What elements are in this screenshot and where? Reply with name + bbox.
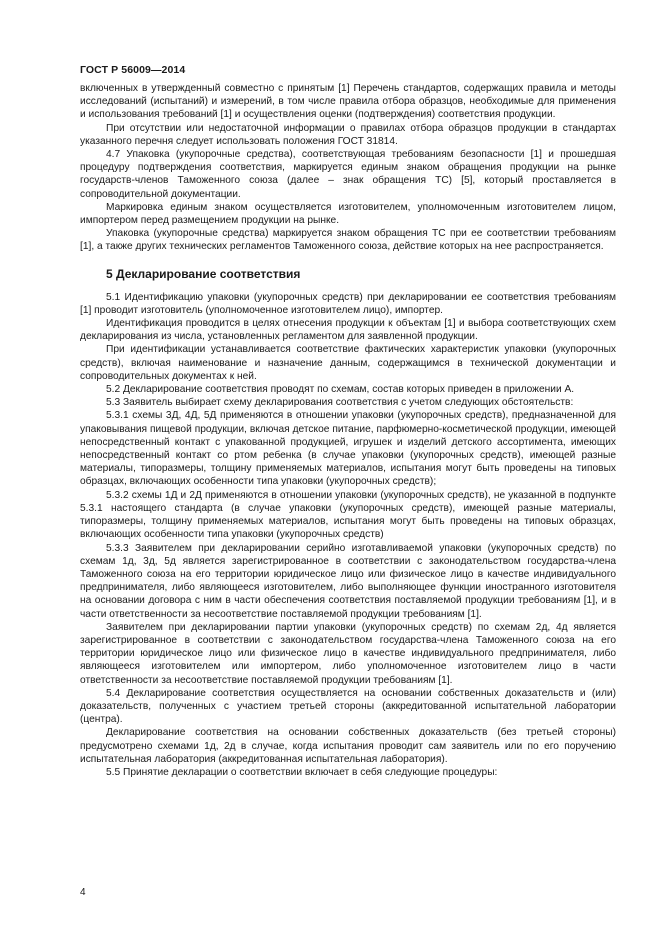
paragraph: Идентификация проводится в целях отнесения продукции к объектам [1] и выбора соответствующих схем декларирования из числа, установленных регламентом для заявленной продукции. [80,318,616,343]
paragraph: При идентификации устанавливается соответствие фактических характеристик упаковки (укупорочных средств), включая наименование и назначение данным, содержащимся в технической документации и сопроводительных документах к ней. [80,344,616,382]
paragraph: 5.5 Принятие декларации о соответствии включает в себя следующие процедуры: [106,766,498,778]
paragraph: 5.1 Идентификацию упаковки (укупорочных средств) при декларировании ее соответствия требованиям [1] проводит изготовитель (уполномоченное изготовителем лицо), импортер. [80,291,616,316]
document-body [80,82,616,779]
paragraph: 5.3.3 Заявителем при декларировании серийно изготавливаемой упаковки (укупорочных средств) по схемам 1д, 3д, 5д является зарегистрированное в соответствии с законодательством государства-члена Таможенного союза на его территории юридическое лицо или физическое лицо в качестве индивидуального предпринимателя, либо являющееся изготовителем, либо выполняющее функции иностранного изготовителя на основании договора с ним в части обеспечения соответствия поставляемой продукции требованиям [1], и в части ответственности за несоответствие поставляемой продукции требованиям [1]. [80,542,616,620]
paragraph: Заявителем при декларировании партии упаковки (укупорочных средств) по схемам 2д, 4д является зарегистрированное в соответствии с законодательством государства-члена Таможенного союза на его территории юридическое лицо или физическое лицо в качестве индивидуального предпринимателя, либо являющееся изготовителем или импортером, либо уполномоченное изготовителем лицо в части ответственности за несоответствие поставляемой продукции требованиям [1]. [80,621,616,686]
paragraph: 5.2 Декларирование соответствия проводят по схемам, состав которых приведен в приложении А. [106,384,575,396]
paragraph: 5.4 Декларирование соответствия осуществляется на основании собственных доказательств и (или) доказательств, полученных с участием третьей стороны (аккредитованной испытательной лаборатории (центра). [80,687,616,726]
paragraph: Декларирование соответствия на основании собственных доказательств (без третьей стороны) предусмотрено схемами 1д, 2д в случае, когда испытания проводит сам заявитель или по его поручению испытательная лаборатория (аккредитованная испытательная лаборатория). [80,727,616,765]
page-number: 4 [80,887,86,898]
paragraph: Маркировка единым знаком осуществляется изготовителем, уполномоченным изготовителем лицом, импортером перед размещением продукции на рынке. [80,201,616,227]
paragraph: 5.3 Заявитель выбирает схему декларирования соответствия с учетом следующих обстоятельств: [106,397,574,409]
document-header: ГОСТ Р 56009—2014 [80,64,186,76]
paragraph: 4.7 Упаковка (укупорочные средства), соответствующая требованиям безопасности [1] и прошедшая процедуру подтверждения соответствия, маркируется единым знаком обращения продукции на рынке государств-членов Таможенного союза (далее – знак обращения ТС) [5], который проставляется в сопроводительной документации. [80,149,616,200]
paragraph: 5.3.2 схемы 1Д и 2Д применяются в отношении упаковки (укупорочных средств), не указанной в подпункте 5.3.1 настоящего стандарта (в случае упаковки (укупорочных средств), имеющей разные материалы, типоразмеры, толщину применяемых материалов, испытания могут быть проведены на типовых образцах, включающих особенности типа упаковки (укупорочных средств) [80,489,616,541]
paragraph: 5.3.1 схемы 3Д, 4Д, 5Д применяются в отношении упаковки (укупорочных средств), предназначенной для упаковывания пищевой продукции, включая детское питание, парфюмерно-косметической продукции, имеющей непосредственный контакт с упакованной продукцией, игрушек и изделий детского ассортимента, имеющих непосредственный контакт со ртом ребенка (в случае упаковки (укупорочных средств), имеющей разные материалы, типоразмеры, толщину применяемых материалов, испытания могут быть проведены на типовых образцах, включающих особенности типа упаковки (укупорочных средств); [80,410,616,488]
paragraph: При отсутствии или недостаточной информации о правилах отбора образцов продукции в стандартах указанного перечня следует использовать положения ГОСТ 31814. [80,122,616,147]
paragraph: включенных в утвержденный совместно с принятым [1] Перечень стандартов, содержащих правила и методы исследований (испытаний) и измерений, в том числе правила отбора образцов, необходимые для применения и использования требований [1] и осуществления оценки (подтверждения) соответствия продукции. [80,83,616,121]
section-heading: 5 Декларирование соответствия [106,266,301,281]
paragraph: Упаковка (укупорочные средства) маркируется знаком обращения ТС при ее соответствии требованиям [1], а также других технических регламентов Таможенного союза, действие которых на нее распространяется. [80,228,616,253]
